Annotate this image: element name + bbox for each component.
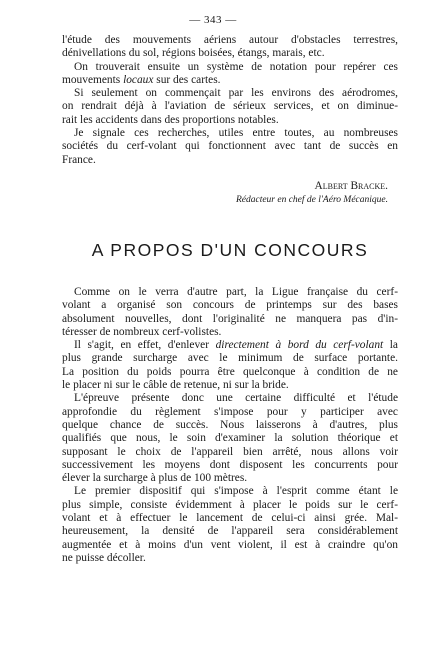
text-line: On trouverait ensuite un système de notation pour repérer ces	[74, 60, 398, 73]
emphasis: directement à bord du cerf-volant	[215, 339, 384, 352]
text-line: absolument nouvelles, dont l'originalité ne manquera pas d'in-	[62, 312, 398, 325]
text-line: Comme on le verra d'autre part, la Ligue française du cerf-	[74, 286, 398, 298]
text-line: dénivellations du sol, régions boisées, étangs, marais, etc.	[62, 47, 325, 60]
text-line: Je signale ces recherches, utiles entre toutes, au nombreuses	[74, 127, 398, 140]
text-line: qualifiés que nous, le soin d'examiner la solution théorique et	[62, 432, 398, 445]
text-line: quelque chance de succès. Nous laisserons à d'autres, plus	[62, 418, 398, 431]
article-body	[62, 286, 398, 565]
author-signature	[62, 180, 388, 192]
text-line: L'épreuve présente donc une certaine difficulté et l'étude	[74, 392, 398, 405]
text-line: téresser de nombreux cerf-volistes.	[62, 325, 222, 338]
text-line: l'étude des mouvements aériens autour d'obstacles terrestres,	[62, 34, 398, 46]
text-line: mouvements locaux sur des cartes.	[62, 73, 221, 86]
text-line: approfondie du règlement s'impose pour y participer avec	[62, 405, 398, 418]
text-line: on rendrait déjà à l'aviation de sérieux services, et on diminue-	[62, 100, 398, 113]
text-line: France.	[62, 153, 96, 166]
text-line: plus simple, consiste évidemment à placer le poids sur le cerf-	[62, 498, 398, 511]
text-line: successivement les moyens dont disposent les concurrents pour	[62, 458, 398, 471]
text-line: le placer ni sur le câble de retenue, ni sur la bride.	[62, 379, 289, 392]
author-name: Albert Bracke.	[314, 180, 388, 192]
text-line: augmentée et à moins d'un vent violent, il est à craindre qu'on	[62, 538, 398, 551]
text-line: Le premier dispositif qui s'impose à l'esprit comme étant le	[74, 485, 398, 498]
text-line: supposant le choix de l'appareil bien arrêté, nous allons voir	[62, 445, 398, 458]
text-line: rait les accidents dans des proportions notables.	[62, 113, 279, 126]
text-line: volant et à effectuer le lancement de celui-ci ainsi grée. Mal-	[62, 512, 398, 525]
text-line: La position du poids pourra être quelconque à condition de ne	[62, 365, 398, 378]
emphasis: locaux	[123, 73, 154, 86]
page-number: — 343 —	[189, 14, 237, 26]
previous-article-ending	[62, 34, 398, 167]
text-line: élever la surcharge à plus de 100 mètres.	[62, 472, 248, 485]
text-line: Il s'agit, en effet, d'enlever directement à bord du cerf-volant la	[74, 339, 398, 352]
text-line: volant a organisé son concours de printemps sur des bases	[62, 299, 398, 312]
text-line: heureusement, la densité de l'appareil sera considérablement	[62, 525, 398, 538]
article-heading: A PROPOS D'UN CONCOURS	[91, 240, 369, 260]
text-line: sociétés du cerf-volant qui fonctionnent avec tant de succès en	[62, 140, 398, 153]
text-line: ne puisse décoller.	[62, 551, 146, 564]
text-line: plus grande surcharge avec le minimum de surface portante.	[62, 352, 398, 365]
text-line: Si seulement on commençait par les environs des aérodromes,	[74, 87, 398, 100]
author-role: Rédacteur en chef de l'Aéro Mécanique.	[235, 195, 388, 205]
